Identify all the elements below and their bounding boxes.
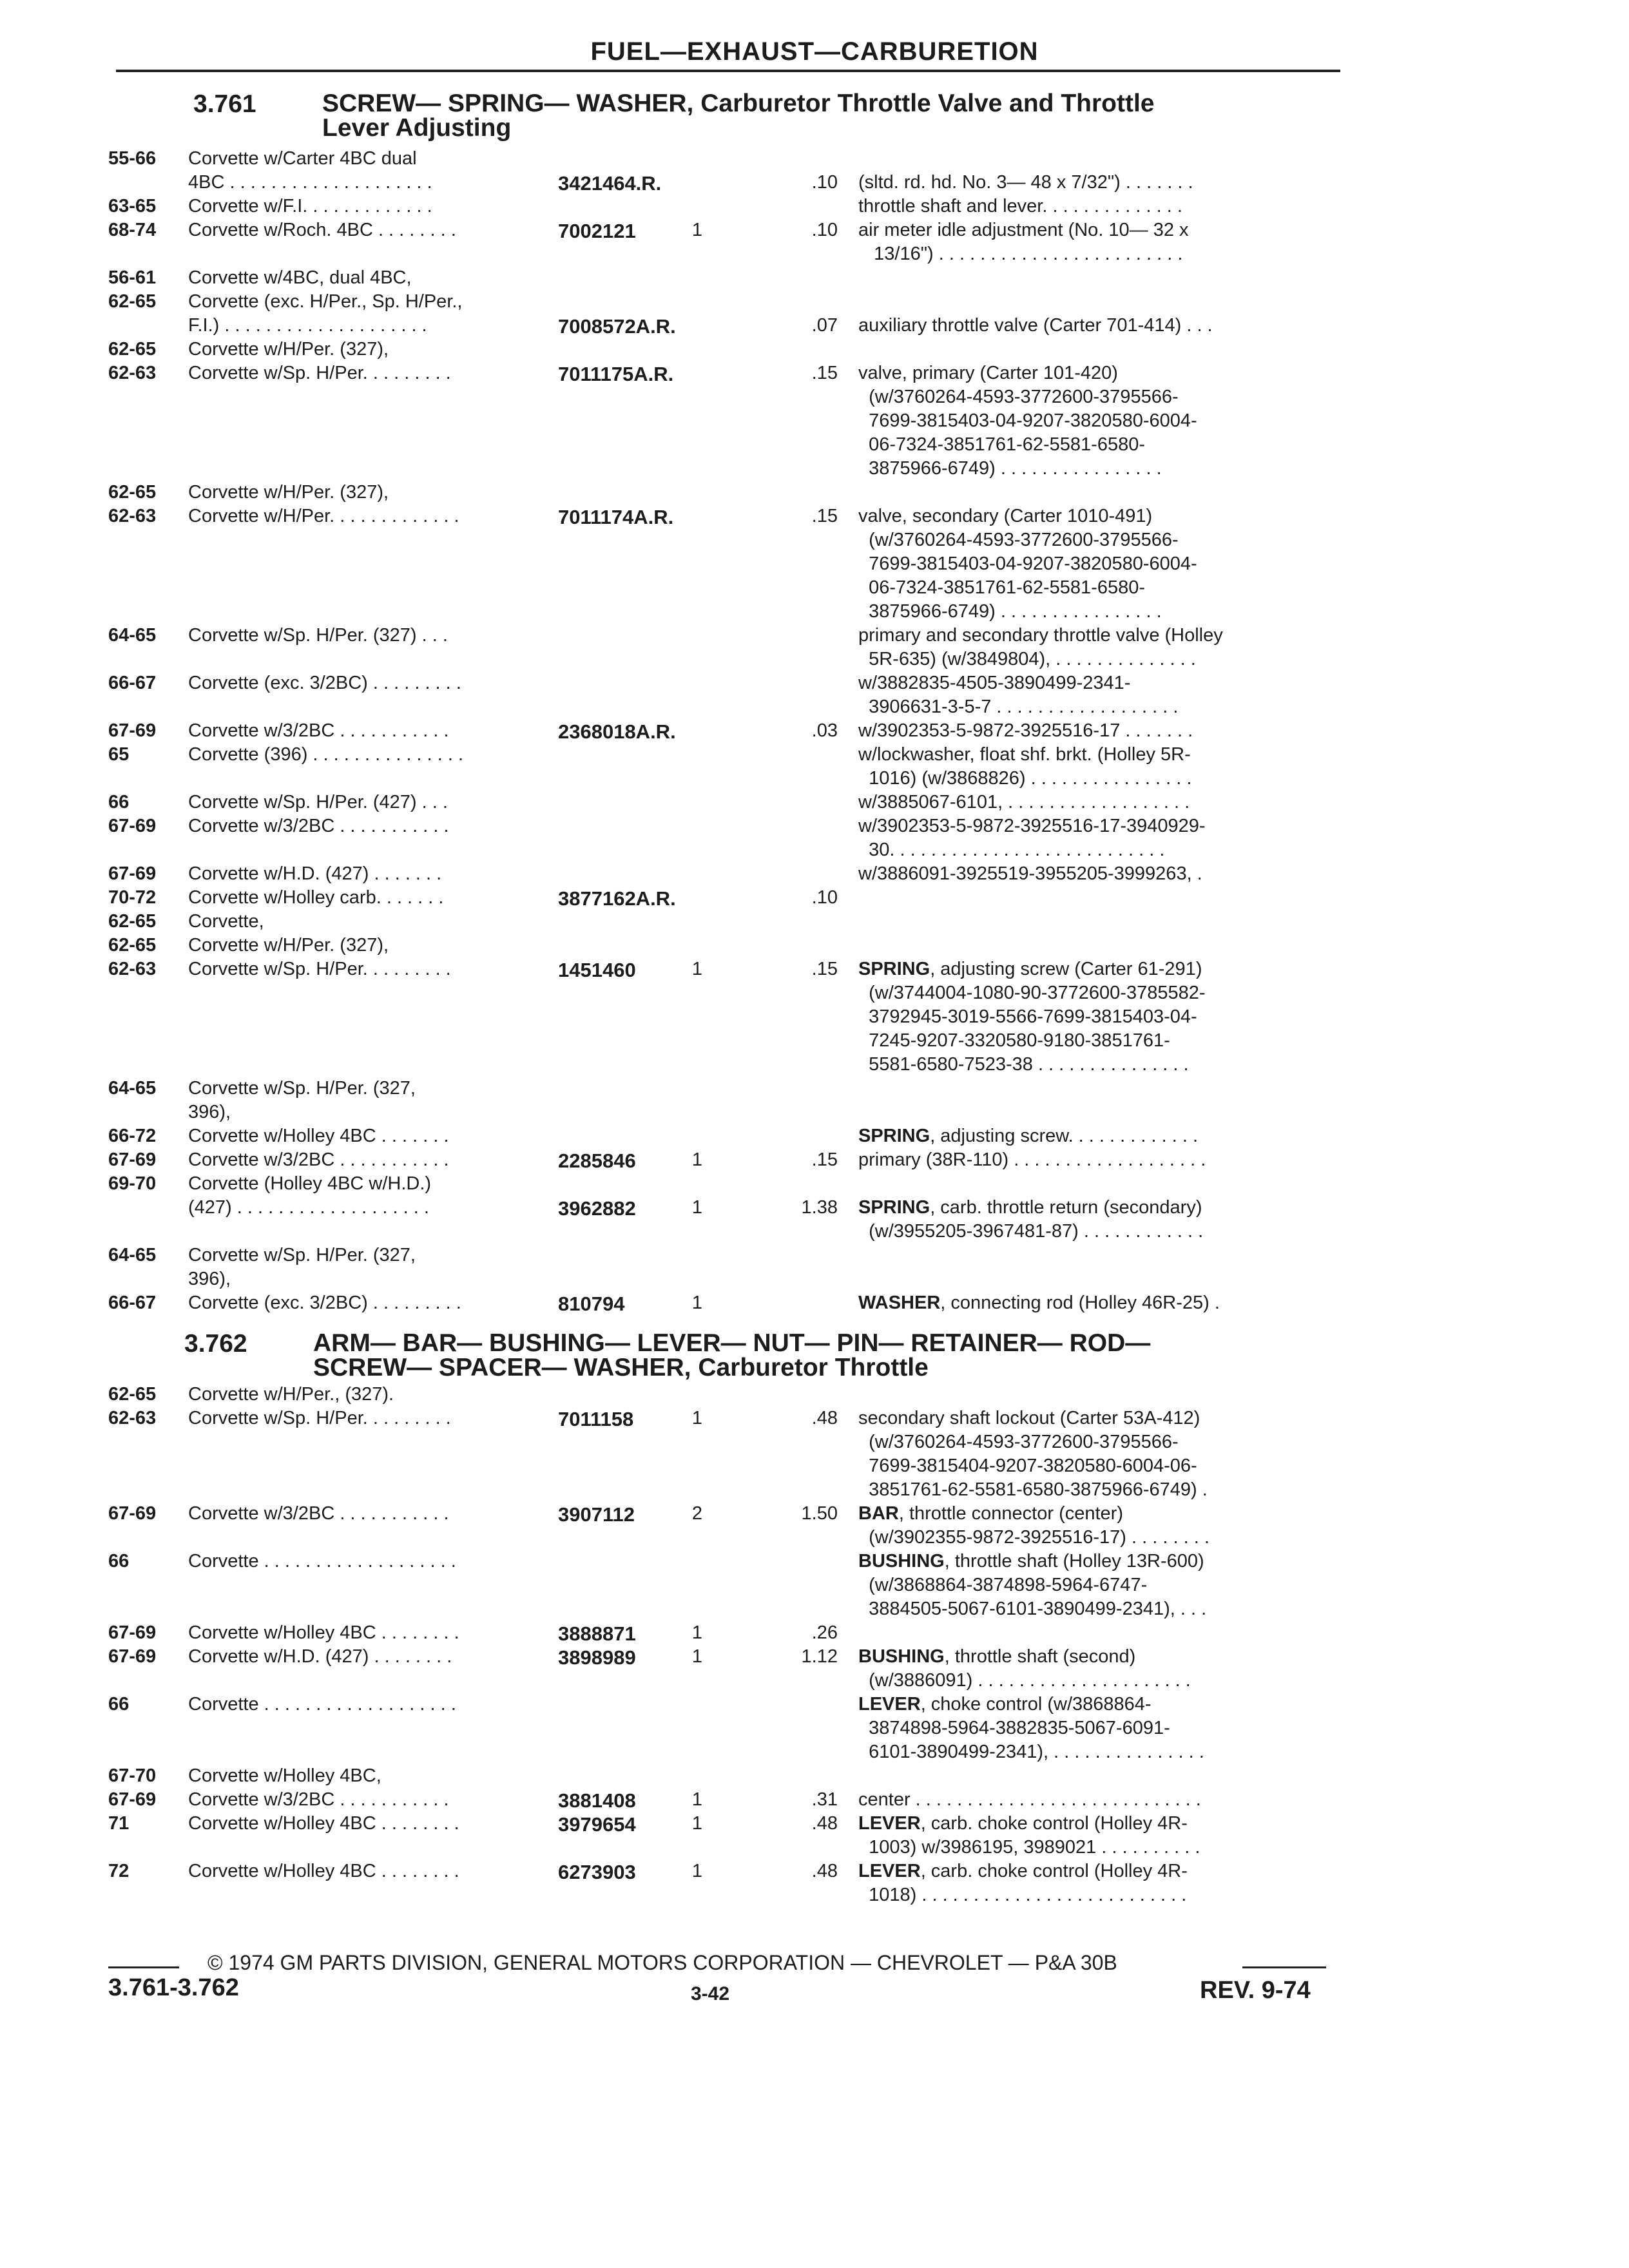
price: .15: [811, 363, 838, 383]
quantity: 1: [691, 1813, 703, 1834]
year-range: 66-67: [108, 1293, 157, 1313]
price: .48: [811, 1813, 838, 1834]
table-row: [0, 887, 1629, 912]
price: .26: [811, 1622, 838, 1643]
table-row: [0, 1408, 1629, 1432]
model-description: Corvette w/Roch. 4BC . . . . . . . .: [188, 220, 456, 240]
table-row: [0, 601, 1629, 626]
quantity: 1: [691, 1646, 703, 1667]
year-range: 66: [108, 792, 130, 812]
table-row: [0, 315, 1629, 340]
section-title-line-1: SCREW— SPRING— WASHER, Carburetor Throttle Valve and Throttle: [322, 90, 1155, 117]
part-description: 06-7324-3851761-62-5581-6580-: [858, 434, 1146, 455]
year-range: 67-69: [108, 1789, 157, 1810]
year-range: 62-63: [108, 506, 157, 526]
part-description: 7699-3815404-9207-3820580-6004-06-: [858, 1456, 1197, 1476]
model-description: Corvette w/Sp. H/Per. . . . . . . . .: [188, 363, 451, 383]
model-description: Corvette w/3/2BC . . . . . . . . . . .: [188, 816, 449, 836]
model-description: Corvette w/H/Per. (327),: [188, 482, 389, 503]
part-number: 7011175A.R.: [558, 363, 674, 385]
table-row: [0, 482, 1629, 506]
year-range: 63-65: [108, 196, 157, 216]
table-row: [0, 1030, 1629, 1055]
price: .10: [811, 220, 838, 240]
part-description: SPRING, carb. throttle return (secondary): [858, 1197, 1202, 1218]
part-description: throttle shaft and lever. . . . . . . . . . . . . .: [858, 196, 1182, 216]
table-row: [0, 1575, 1629, 1599]
footer-rule: [108, 1966, 179, 1968]
year-range: 66: [108, 1551, 130, 1571]
part-number: 7002121: [558, 220, 636, 242]
price: .07: [811, 315, 838, 336]
part-description: w/3902353-5-9872-3925516-17 . . . . . . .: [858, 720, 1193, 741]
year-range: 67-69: [108, 816, 157, 836]
table-row: [0, 1813, 1629, 1838]
quantity: 1: [691, 1293, 703, 1313]
table-row: [0, 1006, 1629, 1031]
table-row: [0, 1503, 1629, 1528]
year-range: 67-70: [108, 1765, 157, 1786]
model-description: Corvette w/Sp. H/Per. (327,: [188, 1078, 416, 1099]
model-description: Corvette (396) . . . . . . . . . . . . . . .: [188, 744, 464, 765]
year-range: 62-63: [108, 959, 157, 979]
footer-page-number: 3-42: [691, 1983, 730, 2004]
model-description: Corvette w/3/2BC . . . . . . . . . . .: [188, 1503, 449, 1524]
table-row: [0, 1197, 1629, 1222]
quantity: 2: [691, 1503, 703, 1524]
part-number: 3979654: [558, 1813, 636, 1836]
table-row: [0, 1078, 1629, 1102]
table-row: [0, 148, 1629, 173]
table-row: [0, 1456, 1629, 1480]
part-number: 1451460: [558, 959, 636, 981]
model-description: Corvette w/Sp. H/Per. . . . . . . . .: [188, 959, 451, 979]
year-range: 67-69: [108, 1622, 157, 1643]
year-range: 64-65: [108, 1078, 157, 1099]
part-description: (w/3902355-9872-3925516-17) . . . . . . . .: [858, 1527, 1210, 1548]
model-description: Corvette w/H.D. (427) . . . . . . . .: [188, 1646, 452, 1667]
part-number: 2368018A.R.: [558, 720, 676, 743]
table-row: [0, 720, 1629, 745]
model-description: Corvette,: [188, 911, 264, 932]
part-description: 3906631-3-5-7 . . . . . . . . . . . . . . . . . .: [858, 697, 1179, 717]
section-number: 3.762: [184, 1330, 247, 1358]
table-row: [0, 410, 1629, 435]
part-description: 1016) (w/3868826) . . . . . . . . . . . . . . . .: [858, 768, 1192, 789]
table-row: [0, 911, 1629, 936]
table-row: [0, 1221, 1629, 1245]
year-range: 55-66: [108, 148, 157, 169]
year-range: 64-65: [108, 1245, 157, 1265]
part-description: LEVER, carb. choke control (Holley 4R-: [858, 1861, 1188, 1881]
price: .48: [811, 1408, 838, 1428]
part-description: 5581-6580-7523-38 . . . . . . . . . . . . . . .: [858, 1054, 1189, 1075]
table-row: [0, 1245, 1629, 1269]
part-description: 7699-3815403-04-9207-3820580-6004-: [858, 410, 1197, 431]
year-range: 67-69: [108, 863, 157, 884]
table-row: [0, 172, 1629, 197]
part-description: w/3886091-3925519-3955205-3999263, .: [858, 863, 1202, 884]
price: .10: [811, 887, 838, 908]
part-description: 06-7324-3851761-62-5581-6580-: [858, 577, 1146, 598]
part-description: BUSHING, throttle shaft (Holley 13R-600): [858, 1551, 1204, 1571]
part-description: (w/3760264-4593-3772600-3795566-: [858, 530, 1179, 550]
model-description: Corvette w/H/Per. . . . . . . . . . . . .: [188, 506, 459, 526]
part-description: 1003) w/3986195, 3989021 . . . . . . . . . .: [858, 1837, 1200, 1858]
table-row: [0, 339, 1629, 363]
year-range: 72: [108, 1861, 130, 1881]
part-number: 3877162A.R.: [558, 887, 676, 910]
table-row: [0, 1479, 1629, 1504]
model-description: Corvette w/Holley 4BC,: [188, 1765, 381, 1786]
part-description: (w/3760264-4593-3772600-3795566-: [858, 1432, 1179, 1452]
table-row: [0, 458, 1629, 483]
table-row: [0, 434, 1629, 459]
model-description: Corvette w/Holley 4BC . . . . . . . .: [188, 1861, 459, 1881]
quantity: 1: [691, 1789, 703, 1810]
model-description: Corvette w/3/2BC . . . . . . . . . . .: [188, 1149, 449, 1170]
part-number: 3421464.R.: [558, 172, 662, 195]
table-row: [0, 959, 1629, 983]
part-description: primary and secondary throttle valve (Holley: [858, 625, 1223, 646]
part-description: secondary shaft lockout (Carter 53A-412): [858, 1408, 1200, 1428]
table-row: [0, 792, 1629, 816]
part-description: valve, primary (Carter 101-420): [858, 363, 1118, 383]
table-row: [0, 506, 1629, 530]
model-description: (427) . . . . . . . . . . . . . . . . . . .: [188, 1197, 429, 1218]
model-description: 4BC . . . . . . . . . . . . . . . . . . . .: [188, 172, 432, 193]
year-range: 71: [108, 1813, 130, 1834]
year-range: 65: [108, 744, 130, 765]
model-description: Corvette . . . . . . . . . . . . . . . . . . .: [188, 1694, 456, 1715]
table-row: [0, 387, 1629, 411]
part-description: LEVER, choke control (w/3868864-: [858, 1694, 1152, 1715]
table-row: [0, 530, 1629, 554]
table-row: [0, 744, 1629, 769]
part-description: (w/3760264-4593-3772600-3795566-: [858, 387, 1179, 407]
model-description: 396),: [188, 1269, 231, 1289]
table-row: [0, 840, 1629, 864]
quantity: 1: [691, 220, 703, 240]
table-row: [0, 1551, 1629, 1575]
year-range: 67-69: [108, 1646, 157, 1667]
part-description: 1018) . . . . . . . . . . . . . . . . . . . . . . . . . .: [858, 1885, 1187, 1905]
part-description: w/3882835-4505-3890499-2341-: [858, 673, 1131, 693]
price: .15: [811, 1149, 838, 1170]
year-range: 62-65: [108, 935, 157, 956]
year-range: 70-72: [108, 887, 157, 908]
table-row: [0, 1054, 1629, 1079]
table-row: [0, 1384, 1629, 1408]
part-number: 3881408: [558, 1789, 636, 1812]
year-range: 68-74: [108, 220, 157, 240]
part-description: 7245-9207-3320580-9180-3851761-: [858, 1030, 1170, 1051]
part-description: BAR, throttle connector (center): [858, 1503, 1123, 1524]
table-row: [0, 196, 1629, 220]
part-number: 810794: [558, 1293, 625, 1315]
part-description: (w/3868864-3874898-5964-6747-: [858, 1575, 1148, 1595]
table-row: [0, 1861, 1629, 1885]
table-row: [0, 291, 1629, 316]
footer-section-range: 3.761-3.762: [108, 1974, 239, 2001]
model-description: 396),: [188, 1102, 231, 1122]
model-description: Corvette (exc. 3/2BC) . . . . . . . . .: [188, 673, 461, 693]
quantity: 1: [691, 959, 703, 979]
table-row: [0, 267, 1629, 292]
quantity: 1: [691, 1197, 703, 1218]
table-row: [0, 1432, 1629, 1456]
part-description: WASHER, connecting rod (Holley 46R-25) .: [858, 1293, 1220, 1313]
table-row: [0, 1126, 1629, 1150]
model-description: Corvette w/Holley carb. . . . . . .: [188, 887, 444, 908]
part-number: 2285846: [558, 1149, 636, 1172]
section-title-line-2: Lever Adjusting: [322, 114, 512, 142]
section-number: 3.761: [193, 90, 256, 118]
part-description: 13/16") . . . . . . . . . . . . . . . . . . . . . . . .: [858, 244, 1183, 264]
table-row: [0, 1293, 1629, 1317]
part-description: 30. . . . . . . . . . . . . . . . . . . . . . . . . . .: [858, 840, 1165, 860]
part-description: w/3902353-5-9872-3925516-17-3940929-: [858, 816, 1206, 836]
table-row: [0, 1527, 1629, 1552]
price: .31: [811, 1789, 838, 1810]
table-row: [0, 697, 1629, 721]
year-range: 62-63: [108, 1408, 157, 1428]
part-description: primary (38R-110) . . . . . . . . . . . . . . . . . . .: [858, 1149, 1206, 1170]
year-range: 67-69: [108, 1503, 157, 1524]
model-description: Corvette w/3/2BC . . . . . . . . . . .: [188, 720, 449, 741]
year-range: 62-65: [108, 911, 157, 932]
part-description: 5R-635) (w/3849804), . . . . . . . . . . . . . .: [858, 649, 1196, 669]
price: 1.12: [801, 1646, 838, 1667]
footer-revision: REV. 9-74: [1200, 1977, 1311, 2004]
part-description: 3875966-6749) . . . . . . . . . . . . . . . .: [858, 601, 1162, 622]
section-title-line-1: ARM— BAR— BUSHING— LEVER— NUT— PIN— RETAINER— ROD—: [313, 1329, 1151, 1357]
part-description: LEVER, carb. choke control (Holley 4R-: [858, 1813, 1188, 1834]
table-row: [0, 673, 1629, 697]
model-description: Corvette (exc. 3/2BC) . . . . . . . . .: [188, 1293, 461, 1313]
model-description: Corvette w/Sp. H/Per. . . . . . . . .: [188, 1408, 451, 1428]
quantity: 1: [691, 1149, 703, 1170]
year-range: 64-65: [108, 625, 157, 646]
table-row: [0, 1269, 1629, 1293]
part-number: 3898989: [558, 1646, 636, 1669]
part-description: air meter idle adjustment (No. 10— 32 x: [858, 220, 1189, 240]
price: 1.38: [801, 1197, 838, 1218]
part-number: 3962882: [558, 1197, 636, 1220]
part-description: 3884505-5067-6101-3890499-2341), . . .: [858, 1599, 1207, 1619]
price: .15: [811, 959, 838, 979]
header-rule: [116, 70, 1340, 72]
part-description: valve, secondary (Carter 1010-491): [858, 506, 1153, 526]
part-number: 7008572A.R.: [558, 315, 676, 338]
part-description: center . . . . . . . . . . . . . . . . . . . . . . . . . . . .: [858, 1789, 1201, 1810]
price: .10: [811, 172, 838, 193]
table-row: [0, 1102, 1629, 1126]
part-number: 3888871: [558, 1622, 636, 1645]
quantity: 1: [691, 1622, 703, 1643]
table-row: [0, 1149, 1629, 1174]
table-row: [0, 1742, 1629, 1766]
model-description: Corvette w/Holley 4BC . . . . . . . .: [188, 1813, 459, 1834]
part-description: 3851761-62-5581-6580-3875966-6749) .: [858, 1479, 1208, 1500]
part-description: BUSHING, throttle shaft (second): [858, 1646, 1136, 1667]
model-description: Corvette w/4BC, dual 4BC,: [188, 267, 412, 288]
table-row: [0, 1885, 1629, 1909]
page-header: FUEL—EXHAUST—CARBURETION: [590, 37, 1039, 66]
model-description: Corvette w/Holley 4BC . . . . . . .: [188, 1126, 449, 1146]
table-row: [0, 244, 1629, 268]
price: .48: [811, 1861, 838, 1881]
table-row: [0, 768, 1629, 793]
table-row: [0, 553, 1629, 578]
year-range: 67-69: [108, 720, 157, 741]
model-description: F.I.) . . . . . . . . . . . . . . . . . . . .: [188, 315, 427, 336]
quantity: 1: [691, 1408, 703, 1428]
part-description: 7699-3815403-04-9207-3820580-6004-: [858, 553, 1197, 574]
year-range: 56-61: [108, 267, 157, 288]
year-range: 67-69: [108, 1149, 157, 1170]
table-row: [0, 1765, 1629, 1790]
year-range: 66-72: [108, 1126, 157, 1146]
price: .15: [811, 506, 838, 526]
footer-rule: [1242, 1966, 1326, 1968]
table-row: [0, 577, 1629, 602]
part-number: 7011158: [558, 1408, 634, 1430]
model-description: Corvette w/H/Per. (327),: [188, 935, 389, 956]
part-description: (w/3744004-1080-90-3772600-3785582-: [858, 983, 1206, 1003]
model-description: Corvette w/Carter 4BC dual: [188, 148, 417, 169]
year-range: 66: [108, 1694, 130, 1715]
model-description: Corvette w/Holley 4BC . . . . . . . .: [188, 1622, 459, 1643]
table-row: [0, 625, 1629, 649]
table-row: [0, 363, 1629, 387]
model-description: Corvette w/Sp. H/Per. (327) . . .: [188, 625, 448, 646]
table-row: [0, 1599, 1629, 1623]
table-row: [0, 220, 1629, 244]
part-description: 3875966-6749) . . . . . . . . . . . . . . . .: [858, 458, 1162, 479]
model-description: Corvette w/F.I. . . . . . . . . . . . .: [188, 196, 432, 216]
model-description: Corvette w/H/Per., (327).: [188, 1384, 394, 1405]
year-range: 62-63: [108, 363, 157, 383]
model-description: Corvette (Holley 4BC w/H.D.): [188, 1173, 432, 1194]
table-row: [0, 1718, 1629, 1742]
model-description: Corvette w/Sp. H/Per. (427) . . .: [188, 792, 448, 812]
model-description: Corvette w/Sp. H/Per. (327,: [188, 1245, 416, 1265]
model-description: Corvette w/H.D. (427) . . . . . . .: [188, 863, 442, 884]
year-range: 69-70: [108, 1173, 157, 1194]
year-range: 62-65: [108, 1384, 157, 1405]
table-row: [0, 1789, 1629, 1814]
part-description: auxiliary throttle valve (Carter 701-414) . . .: [858, 315, 1213, 336]
part-description: (w/3886091) . . . . . . . . . . . . . . . . . . . . .: [858, 1670, 1191, 1691]
quantity: 1: [691, 1861, 703, 1881]
footer-copyright: © 1974 GM PARTS DIVISION, GENERAL MOTORS CORPORATION — CHEVROLET — P&A 30B: [207, 1951, 1117, 1974]
part-description: w/lockwasher, float shf. brkt. (Holley 5R-: [858, 744, 1191, 765]
part-description: SPRING, adjusting screw (Carter 61-291): [858, 959, 1202, 979]
part-description: 3874898-5964-3882835-5067-6091-: [858, 1718, 1170, 1738]
table-row: [0, 1646, 1629, 1671]
table-row: [0, 1694, 1629, 1718]
year-range: 66-67: [108, 673, 157, 693]
table-row: [0, 863, 1629, 888]
year-range: 62-65: [108, 482, 157, 503]
part-description: 6101-3890499-2341), . . . . . . . . . . . . . . .: [858, 1742, 1204, 1762]
model-description: Corvette . . . . . . . . . . . . . . . . . . .: [188, 1551, 456, 1571]
table-row: [0, 1670, 1629, 1695]
year-range: 62-65: [108, 291, 157, 312]
table-row: [0, 983, 1629, 1007]
part-description: SPRING, adjusting screw. . . . . . . . . . . . .: [858, 1126, 1199, 1146]
part-description: 3792945-3019-5566-7699-3815403-04-: [858, 1006, 1197, 1027]
table-row: [0, 1173, 1629, 1198]
model-description: Corvette w/3/2BC . . . . . . . . . . .: [188, 1789, 449, 1810]
section-title-line-2: SCREW— SPACER— WASHER, Carburetor Throttle: [313, 1354, 929, 1381]
table-row: [0, 1837, 1629, 1861]
table-row: [0, 649, 1629, 673]
model-description: Corvette (exc. H/Per., Sp. H/Per.,: [188, 291, 463, 312]
table-row: [0, 1622, 1629, 1647]
table-row: [0, 816, 1629, 840]
model-description: Corvette w/H/Per. (327),: [188, 339, 389, 360]
part-description: (sltd. rd. hd. No. 3— 48 x 7/32") . . . . . . .: [858, 172, 1193, 193]
price: 1.50: [801, 1503, 838, 1524]
year-range: 62-65: [108, 339, 157, 360]
part-description: (w/3955205-3967481-87) . . . . . . . . . . . .: [858, 1221, 1204, 1242]
part-number: 6273903: [558, 1861, 636, 1883]
part-number: 3907112: [558, 1503, 635, 1526]
part-number: 7011174A.R.: [558, 506, 674, 528]
price: .03: [811, 720, 838, 741]
table-row: [0, 935, 1629, 959]
part-description: w/3885067-6101, . . . . . . . . . . . . . . . . . .: [858, 792, 1190, 812]
